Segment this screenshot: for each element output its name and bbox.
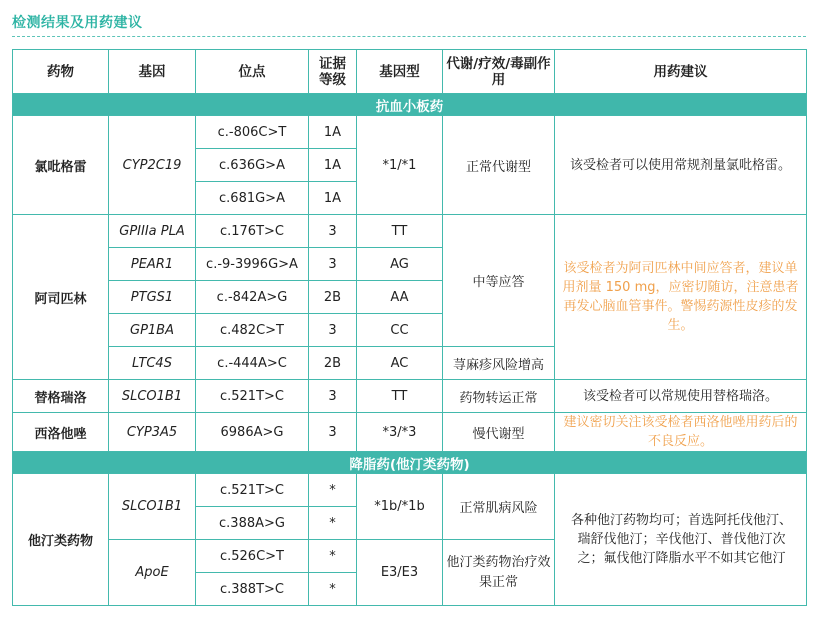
evidence-cell: 1A <box>309 182 357 215</box>
locus-cell: c.-9-3996G>A <box>196 248 309 281</box>
group-title: 抗血小板药 <box>13 94 807 116</box>
locus-cell: c.681G>A <box>196 182 309 215</box>
evidence-cell: 2B <box>309 347 357 380</box>
effect-cell: 中等应答 <box>443 215 555 347</box>
evidence-cell: 3 <box>309 380 357 413</box>
locus-cell: c.482C>T <box>196 314 309 347</box>
locus-cell: c.521T>C <box>196 474 309 507</box>
locus-cell: c.-444A>C <box>196 347 309 380</box>
evidence-cell: 1A <box>309 116 357 149</box>
locus-cell: c.526C>T <box>196 540 309 573</box>
locus-cell: 6986A>G <box>196 413 309 452</box>
effect-cell: 慢代谢型 <box>443 413 555 452</box>
locus-cell: c.176T>C <box>196 215 309 248</box>
evidence-cell: * <box>309 573 357 606</box>
gene-name: PEAR1 <box>109 248 196 281</box>
advice-cell-warning: 建议密切关注该受检者西洛他唑用药后的不良反应。 <box>555 413 807 452</box>
header-genotype: 基因型 <box>357 50 443 94</box>
genotype-cell: AA <box>357 281 443 314</box>
genotype-cell: E3/E3 <box>357 540 443 606</box>
evidence-cell: 3 <box>309 314 357 347</box>
genotype-cell: *3/*3 <box>357 413 443 452</box>
advice-cell: 各种他汀药物均可；首选阿托伐他汀、瑞舒伐他汀；辛伐他汀、普伐他汀次之；氟伐他汀降脂水平不如其它他汀 <box>555 474 807 606</box>
effect-cell: 正常肌病风险 <box>443 474 555 540</box>
group-band-lipid-lowering <box>13 452 807 474</box>
evidence-cell: 3 <box>309 413 357 452</box>
genotype-cell: TT <box>357 380 443 413</box>
effect-cell: 正常代谢型 <box>443 116 555 215</box>
locus-cell: c.-806C>T <box>196 116 309 149</box>
evidence-cell: * <box>309 540 357 573</box>
advice-cell: 该受检者可以使用常规剂量氯吡格雷。 <box>555 116 807 215</box>
effect-cell: 药物转运正常 <box>443 380 555 413</box>
evidence-cell: 3 <box>309 215 357 248</box>
evidence-cell: * <box>309 507 357 540</box>
header-locus: 位点 <box>196 50 309 94</box>
header-evidence: 证据等级 <box>309 50 357 94</box>
header-gene: 基因 <box>109 50 196 94</box>
table-row <box>13 413 807 452</box>
drug-name: 西洛他唑 <box>13 413 109 452</box>
genotype-cell: AC <box>357 347 443 380</box>
locus-cell: c.388A>G <box>196 507 309 540</box>
gene-name: SLCO1B1 <box>109 474 196 540</box>
group-title: 降脂药(他汀类药物) <box>13 452 807 474</box>
header-advice: 用药建议 <box>555 50 807 94</box>
table-row <box>13 116 807 149</box>
drug-result-table <box>12 49 807 606</box>
divider <box>12 36 806 37</box>
locus-cell: c.388T>C <box>196 573 309 606</box>
gene-name: SLCO1B1 <box>109 380 196 413</box>
effect-cell: 他汀类药物治疗效果正常 <box>443 540 555 606</box>
locus-cell: c.636G>A <box>196 149 309 182</box>
locus-cell: c.-842A>G <box>196 281 309 314</box>
drug-name: 氯吡格雷 <box>13 116 109 215</box>
advice-cell: 该受检者可以常规使用替格瑞洛。 <box>555 380 807 413</box>
gene-name: GPIIIa PLA <box>109 215 196 248</box>
table-row <box>13 380 807 413</box>
drug-name: 替格瑞洛 <box>13 380 109 413</box>
gene-name: CYP3A5 <box>109 413 196 452</box>
gene-name: CYP2C19 <box>109 116 196 215</box>
table-header-row <box>13 50 807 94</box>
table-row <box>13 215 807 248</box>
header-drug: 药物 <box>13 50 109 94</box>
drug-name: 他汀类药物 <box>13 474 109 606</box>
evidence-cell: * <box>309 474 357 507</box>
gene-name: GP1BA <box>109 314 196 347</box>
genotype-cell: *1b/*1b <box>357 474 443 540</box>
genotype-cell: CC <box>357 314 443 347</box>
gene-name: LTC4S <box>109 347 196 380</box>
genotype-cell: *1/*1 <box>357 116 443 215</box>
table-row <box>13 474 807 507</box>
gene-name: ApoE <box>109 540 196 606</box>
genotype-cell: AG <box>357 248 443 281</box>
section-title: 检测结果及用药建议 <box>12 15 143 31</box>
evidence-cell: 2B <box>309 281 357 314</box>
locus-cell: c.521T>C <box>196 380 309 413</box>
drug-name: 阿司匹林 <box>13 215 109 380</box>
evidence-cell: 1A <box>309 149 357 182</box>
effect-cell: 荨麻疹风险增高 <box>443 347 555 380</box>
group-band-antiplatelet <box>13 94 807 116</box>
genotype-cell: TT <box>357 215 443 248</box>
gene-name: PTGS1 <box>109 281 196 314</box>
advice-cell-warning: 该受检者为阿司匹林中间应答者，建议单用剂量 150 mg，应密切随访，注意患者再发心脑血管事件。警惕药源性皮疹的发生。 <box>555 215 807 380</box>
evidence-cell: 3 <box>309 248 357 281</box>
header-effect: 代谢/疗效/毒副作用 <box>443 50 555 94</box>
